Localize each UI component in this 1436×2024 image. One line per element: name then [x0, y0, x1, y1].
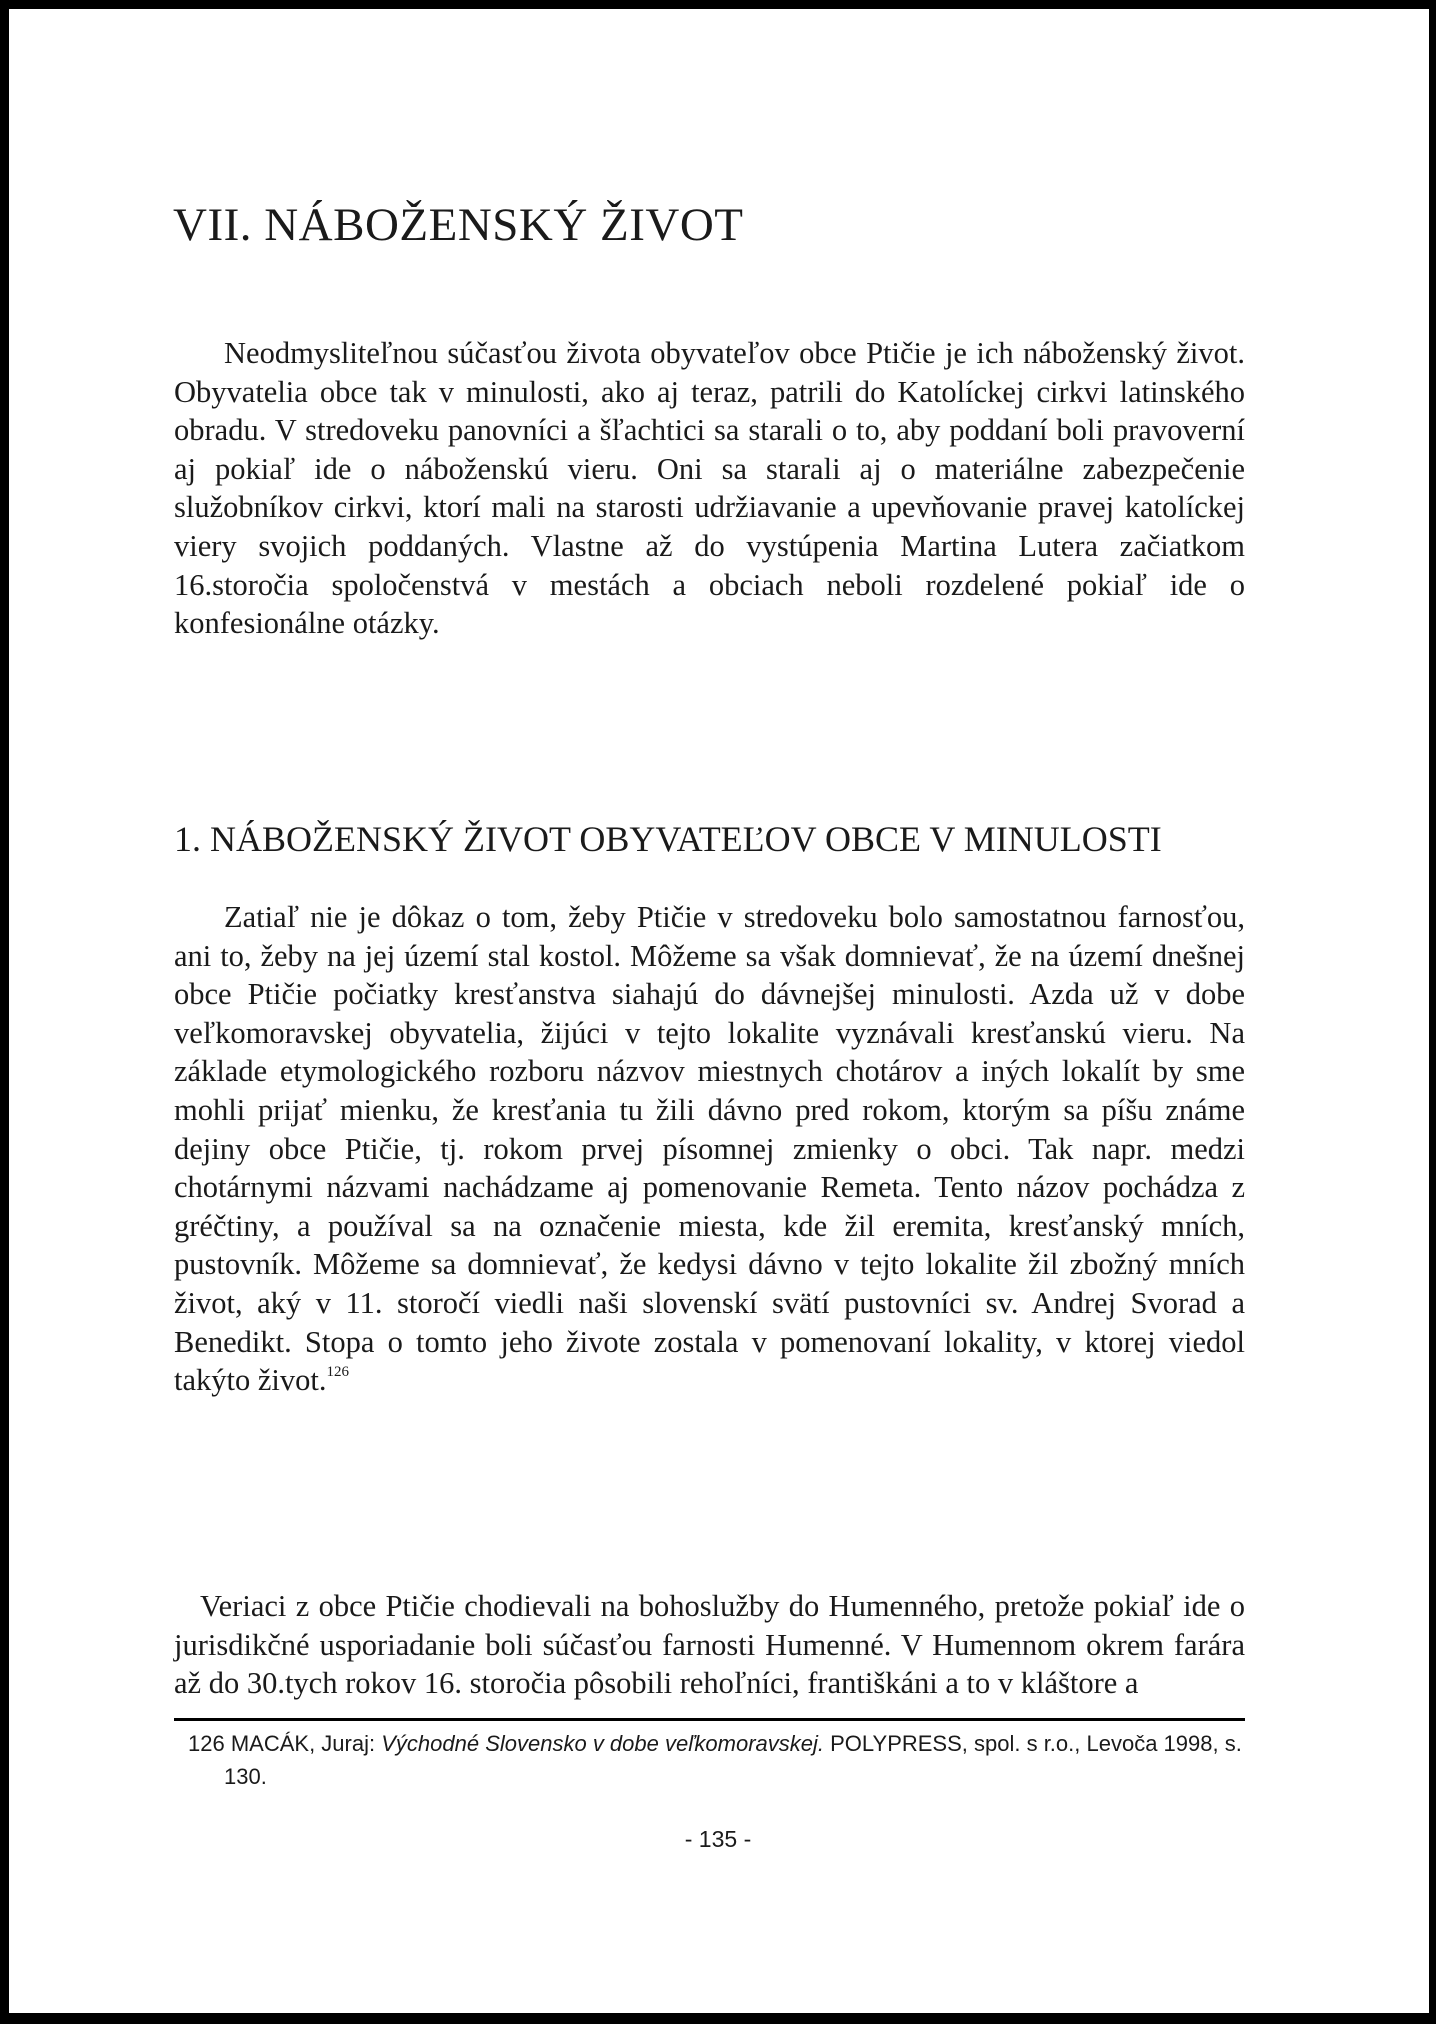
section-heading: 1. NÁBOŽENSKÝ ŽIVOT OBYVATEĽOV OBCE V MINULOSTI: [174, 819, 1162, 859]
body-paragraph-1: [174, 898, 1245, 1400]
footnote-author: MACÁK, Juraj:: [230, 1731, 376, 1756]
chapter-title: VII. NÁBOŽENSKÝ ŽIVOT: [173, 199, 744, 251]
footnote-title: Východné Slovensko v dobe veľkomoravskej.: [381, 1731, 824, 1756]
footnote-number: 126: [188, 1731, 225, 1756]
footnote: [188, 1727, 1284, 1793]
body-paragraph-1-text: Zatiaľ nie je dôkaz o tom, žeby Ptičie v stredoveku bolo samostatnou farnosťou, ani to, žeby na jej území stal kostol. Môžeme sa však domnievať, že na území dnešnej obce Ptičie počiatky kresťanstva siahajú do dávnejšej minulosti. Azda už v dobe veľkomoravskej obyvatelia, žijúci v tejto lokalite vyznávali kresťanskú vieru. Na základe etymologického rozboru názvov miestnych chotárov a iných lokalít by sme mohli prijať mienku, že kresťania tu žili dávno pred rokom, ktorým sa píšu známe dejiny obce Ptičie, tj. rokom prvej písomnej zmienky o obci. Tak napr. medzi chotárnymi názvami nachádzame aj pomenovanie Remeta. Tento názov pochádza z gréčtiny, a používal sa na označenie miesta, kde žil eremita, kresťanský mních, pustovník. Môžeme sa domnievať, že kedysi dávno v tejto lokalite žil zbožný mních život, aký v 11. storočí viedli naši slovenskí svätí pustovníci sv. Andrej Svorad a Benedikt. Stopa o tomto jeho živote zostala v pomenovaní lokality, v ktorej viedol takýto život.: [174, 900, 1245, 1398]
footnote-publisher: POLYPRESS, spol. s r.o., Levoča 1998, s. 130.: [224, 1731, 1242, 1789]
footnote-reference: 126: [326, 1364, 349, 1381]
page-number: - 135 -: [684, 1826, 752, 1852]
footnote-divider: [174, 1718, 1245, 1721]
body-paragraph-2: Veriaci z obce Ptičie chodievali na bohoslužby do Humenného, pretože pokiaľ ide o jurisdikčné usporiadanie boli súčasťou farnosti Humenné. V Humennom okrem farára až do 30.tych rokov 16. storočia pôsobili rehoľníci, františkáni a to v kláštore a: [174, 1589, 1245, 1701]
intro-paragraph: Neodmysliteľnou súčasťou života obyvateľov obce Ptičie je ich náboženský život. Obyvatelia obce tak v minulosti, ako aj teraz, patrili do Katolíckej cirkvi latinského obradu. V stredoveku panovníci a šľachtici sa starali o to, aby poddaní boli pravoverní aj pokiaľ ide o náboženskú vieru. Oni sa starali aj o materiálne zabezpečenie služobníkov cirkvi, ktorí mali na starosti udržiavanie a upevňovanie pravej katolíckej viery svojich poddaných. Vlastne až do vystúpenia Martina Lutera začiatkom 16.storočia spoločenstvá v mestách a obciach neboli rozdelené pokiaľ ide o konfesionálne otázky.: [174, 336, 1245, 641]
